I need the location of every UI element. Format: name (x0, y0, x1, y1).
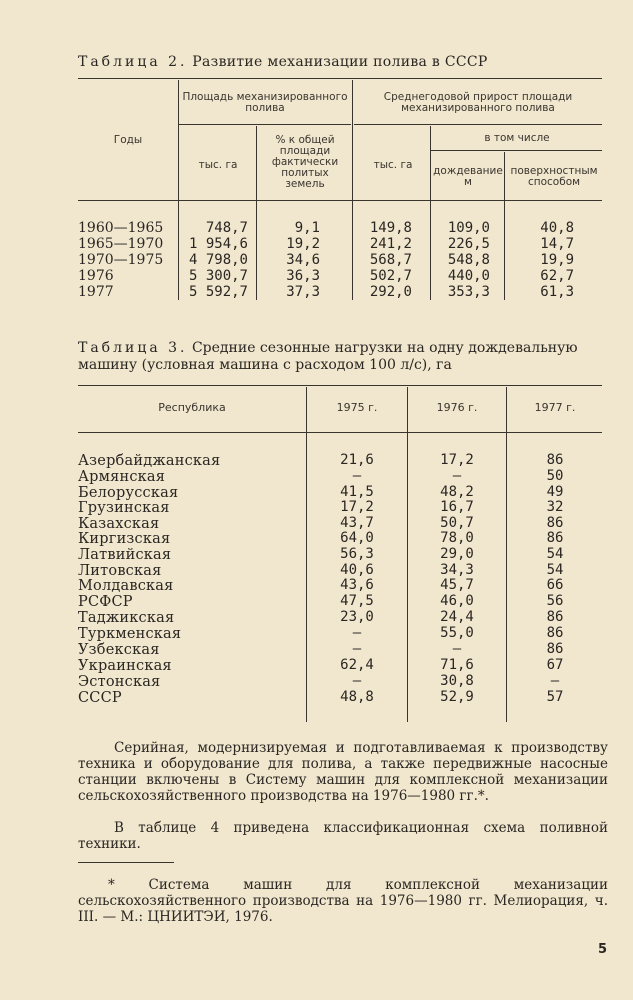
table2-growth: 292,0 (369, 284, 412, 300)
table3-republic: Таджикская (78, 610, 175, 626)
table3-republic: Узбекская (78, 642, 160, 658)
table2-header-years: Годы (113, 134, 143, 146)
table3-value-1975: — (352, 468, 362, 484)
table2-header-growth-tha: тыс. га (373, 159, 413, 171)
table3-value-1976: 71,6 (440, 657, 474, 673)
table2-header-area-tha: тыс. га (198, 159, 238, 171)
table2-area: 1 954,6 (188, 236, 248, 252)
table2-sprinkling: 353,3 (447, 284, 490, 300)
table2-surface: 40,8 (540, 220, 574, 236)
table3-value-1975: 64,0 (340, 530, 374, 546)
table3-republic: Украинская (78, 658, 172, 674)
table2-area: 4 798,0 (188, 252, 248, 268)
table2-surface: 14,7 (540, 236, 574, 252)
table2-area: 5 300,7 (188, 268, 248, 284)
table3-value-1976: 48,2 (440, 484, 474, 500)
table3-value-1976: 55,0 (440, 625, 474, 641)
table3-value-1976: 52,9 (440, 689, 474, 705)
table3-republic: Латвийская (78, 547, 172, 563)
table3-value-1975: — (352, 641, 362, 657)
table2-year: 1960—1965 (78, 220, 164, 236)
table2-header-growth-group: Среднегодовой прирост площади механизированного полива (383, 91, 573, 114)
table3-value-1977: 86 (546, 625, 564, 641)
table2-year: 1970—1975 (78, 252, 164, 268)
table2-col-divider (352, 80, 353, 300)
table2-sprinkling: 109,0 (447, 220, 490, 236)
table3-republic: Армянская (78, 469, 166, 485)
table3-value-1976: 46,0 (440, 593, 474, 609)
table2-area: 5 592,7 (188, 284, 248, 300)
table3-col-divider (506, 387, 507, 722)
table2-pct: 34,6 (286, 252, 320, 268)
table2-header-surface: поверхностным способом (510, 165, 598, 188)
table3-value-1975: 41,5 (340, 484, 374, 500)
table3-header-republic: Республика (158, 401, 226, 414)
table2-growth: 149,8 (369, 220, 412, 236)
table3-value-1975: 23,0 (340, 609, 374, 625)
table2-growth: 241,2 (369, 236, 412, 252)
table3-value-1975: 21,6 (340, 452, 374, 468)
body-paragraph: В таблице 4 приведена классификационная схема поливной техники. (78, 820, 608, 852)
table2-col-divider (178, 80, 179, 300)
table3-value-1976: — (452, 641, 462, 657)
table2-pct: 19,2 (286, 236, 320, 252)
table2-pct: 37,3 (286, 284, 320, 300)
table3-header-bottom-rule (78, 432, 602, 433)
table3-republic: СССР (78, 690, 122, 706)
table3-value-1975: 56,3 (340, 546, 374, 562)
table3-republic: Грузинская (78, 500, 170, 516)
footnote: * Система машин для комплексной механизации сельскохозяйственного производства на 1976—1980 гг. Мелиорация, ч. III. — М.: ЦНИИТЭИ, 1976. (78, 877, 608, 925)
table2-header-bottom-rule (78, 200, 602, 201)
table3-value-1976: 16,7 (440, 499, 474, 515)
table3-value-1975: — (352, 625, 362, 641)
table2-header-incl: в том числе (484, 132, 550, 144)
table2-top-rule (78, 78, 602, 79)
table2-area-subrule (178, 124, 351, 125)
table3-value-1975: 40,6 (340, 562, 374, 578)
table3-value-1977: 57 (546, 689, 564, 705)
body-paragraph: Серийная, модернизируемая и подготавливаемая к производству техника и оборудование для полива, а также передвижные насосные станции включены в Систему машин для комплексной механизации сельскохозяйственного производства на 1976—1980 гг.*. (78, 740, 608, 804)
table2-label: Таблица 2. (78, 54, 188, 70)
table3-value-1977: 50 (546, 468, 564, 484)
table2-growth-subrule (354, 124, 602, 125)
table2-col-divider (256, 126, 257, 300)
table3-value-1977: 86 (546, 641, 564, 657)
table3-value-1977: 67 (546, 657, 564, 673)
table3-republic: Казахская (78, 516, 160, 532)
table3-republic: Молдавская (78, 578, 174, 594)
table3-header-1975: 1975 г. (336, 401, 378, 414)
table3-republic: Киргизская (78, 531, 171, 547)
table2-incl-subrule (430, 150, 602, 151)
footnote-rule (78, 862, 174, 863)
table2-sprinkling: 440,0 (447, 268, 490, 284)
table3-value-1975: 17,2 (340, 499, 374, 515)
table3-value-1976: 24,4 (440, 609, 474, 625)
table3-value-1976: 17,2 (440, 452, 474, 468)
table3-value-1976: 78,0 (440, 530, 474, 546)
table2-header-sprinkling: дождеванием (433, 165, 503, 188)
table2-surface: 19,9 (540, 252, 574, 268)
table3-republic: РСФСР (78, 594, 133, 610)
table3-value-1977: 49 (546, 484, 564, 500)
table2-col-divider (430, 126, 431, 300)
table2-pct: 9,1 (294, 220, 320, 236)
table3-value-1977: — (550, 673, 560, 689)
table3-republic: Белорусская (78, 485, 179, 501)
table3-title: Средние сезонные нагрузки на одну дождевальную машину (условная машина с расходом 100 л/с), га (78, 340, 578, 373)
table2-growth: 502,7 (369, 268, 412, 284)
table3-value-1977: 54 (546, 562, 564, 578)
table3-value-1976: 34,3 (440, 562, 474, 578)
table2-surface: 62,7 (540, 268, 574, 284)
table2-surface: 61,3 (540, 284, 574, 300)
table3-header-1977: 1977 г. (534, 401, 576, 414)
table3-value-1976: 50,7 (440, 515, 474, 531)
table3-header-1976: 1976 г. (436, 401, 478, 414)
table3-value-1977: 54 (546, 546, 564, 562)
table3-value-1976: — (452, 468, 462, 484)
table3-republic: Азербайджанская (78, 453, 221, 469)
table3-value-1977: 56 (546, 593, 564, 609)
table3-value-1977: 86 (546, 530, 564, 546)
table3-value-1976: 30,8 (440, 673, 474, 689)
table2-col-divider (504, 152, 505, 300)
table3-value-1975: 43,6 (340, 577, 374, 593)
table3-top-rule (78, 385, 602, 386)
table3-value-1977: 86 (546, 515, 564, 531)
table3-value-1977: 86 (546, 609, 564, 625)
table3-value-1976: 29,0 (440, 546, 474, 562)
table3-value-1977: 66 (546, 577, 564, 593)
table2-sprinkling: 226,5 (447, 236, 490, 252)
table2-year: 1965—1970 (78, 236, 164, 252)
table3-caption (78, 340, 598, 374)
table2-growth: 568,7 (369, 252, 412, 268)
table2-header-area-pct: % к общей площади фактически политых земель (271, 134, 339, 190)
table2-area: 748,7 (205, 220, 248, 236)
table3-republic: Литовская (78, 563, 162, 579)
table2-title: Развитие механизации полива в СССР (192, 54, 488, 70)
table3-republic: Туркменская (78, 626, 182, 642)
table2-header-area-group: Площадь механизированного полива (182, 91, 348, 114)
table2-caption (78, 54, 488, 70)
table3-label: Таблица 3. (78, 340, 188, 356)
table3-value-1977: 86 (546, 452, 564, 468)
table3-value-1975: 47,5 (340, 593, 374, 609)
table3-value-1976: 45,7 (440, 577, 474, 593)
table3-republic: Эстонская (78, 674, 161, 690)
table3-value-1975: — (352, 673, 362, 689)
table2-year: 1976 (78, 268, 114, 284)
table2-pct: 36,3 (286, 268, 320, 284)
table3-col-divider (407, 387, 408, 722)
table2-year: 1977 (78, 284, 114, 300)
page-number: 5 (598, 942, 608, 957)
table3-value-1975: 43,7 (340, 515, 374, 531)
table3-col-divider (306, 387, 307, 722)
table3-value-1975: 62,4 (340, 657, 374, 673)
table2-sprinkling: 548,8 (447, 252, 490, 268)
table3-value-1977: 32 (546, 499, 564, 515)
table3-value-1975: 48,8 (340, 689, 374, 705)
